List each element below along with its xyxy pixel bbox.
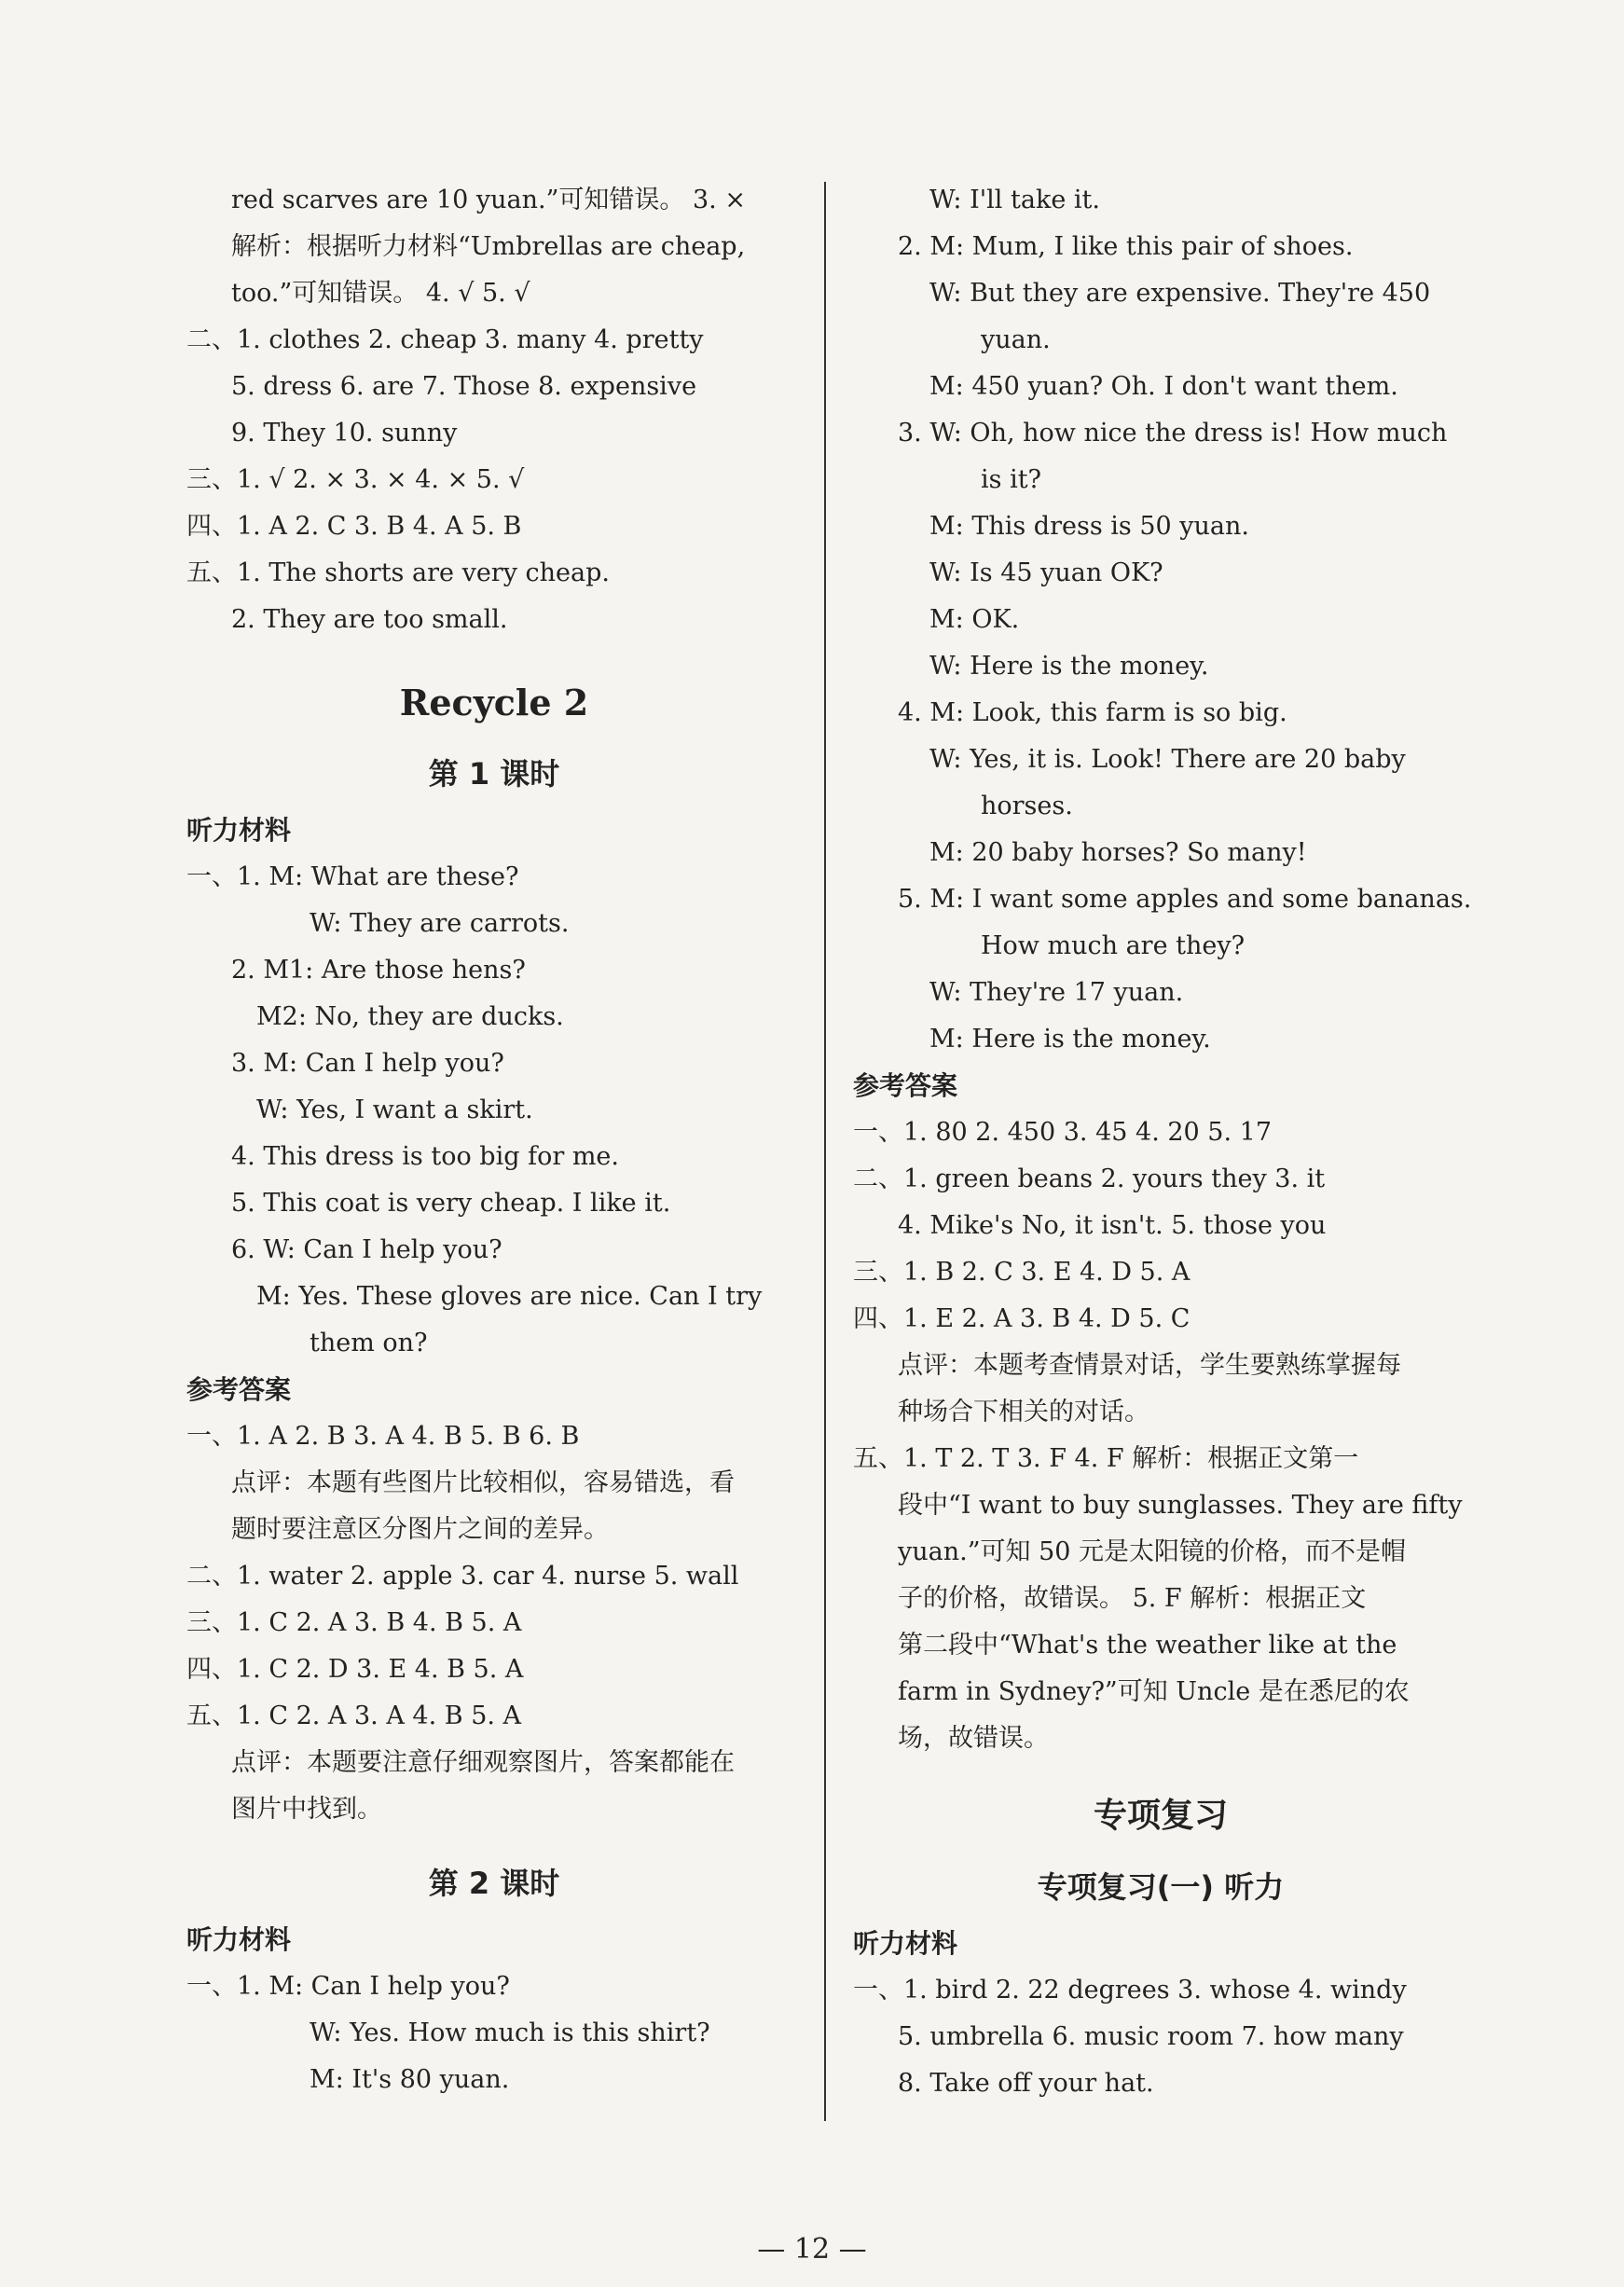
text-line: How much are they? bbox=[981, 931, 1246, 960]
text-line: 一、1. M: What are these? bbox=[186, 862, 519, 891]
text-line: 2. They are too small. bbox=[231, 605, 508, 634]
text-line: 二、1. green beans 2. yours they 3. it bbox=[853, 1164, 1326, 1193]
text-line: 3. W: Oh, how nice the dress is! How much bbox=[898, 419, 1448, 448]
text-line: 3. M: Can I help you? bbox=[231, 1049, 504, 1078]
text-line: 图片中找到。 bbox=[231, 1795, 382, 1824]
text-line: M: 450 yuan? Oh. I don't want them. bbox=[929, 372, 1398, 401]
text-line: 一、1. 80 2. 450 3. 45 4. 20 5. 17 bbox=[853, 1118, 1273, 1147]
text-line: 二、1. water 2. apple 3. car 4. nurse 5. wall bbox=[186, 1562, 739, 1591]
text-line: 五、1. The shorts are very cheap. bbox=[186, 558, 610, 587]
text-line: 第二段中“What's the weather like at the bbox=[898, 1631, 1397, 1660]
page-number: — 12 — bbox=[757, 2233, 867, 2266]
text-line: 一、1. A 2. B 3. A 4. B 5. B 6. B bbox=[186, 1422, 580, 1451]
text-line: is it? bbox=[981, 465, 1042, 494]
text-line: 4. This dress is too big for me. bbox=[231, 1142, 619, 1171]
text-line: 场，故错误。 bbox=[898, 1724, 1049, 1753]
subsection-heading: 听力材料 bbox=[853, 1928, 958, 1959]
text-line: 2. M: Mum, I like this pair of shoes. bbox=[898, 232, 1354, 261]
text-line: W: Here is the money. bbox=[929, 652, 1209, 681]
right-column bbox=[853, 177, 1472, 2107]
text-line: W: Yes, it is. Look! There are 20 baby bbox=[929, 745, 1406, 774]
text-line: 点评：本题有些图片比较相似，容易错选，看 bbox=[231, 1468, 735, 1497]
text-line: 题时要注意区分图片之间的差异。 bbox=[231, 1515, 609, 1544]
left-column bbox=[186, 177, 802, 2103]
text-line: 一、1. M: Can I help you? bbox=[186, 1972, 510, 2001]
section-title: 专项复习 bbox=[1093, 1797, 1228, 1835]
text-line: 二、1. clothes 2. cheap 3. many 4. pretty bbox=[186, 325, 704, 354]
text-line: 2. M1: Are those hens? bbox=[231, 956, 526, 985]
lesson-title: 第 1 课时 bbox=[428, 756, 560, 792]
text-line: W: They're 17 yuan. bbox=[929, 978, 1184, 1007]
text-line: 五、1. C 2. A 3. A 4. B 5. A bbox=[186, 1701, 522, 1730]
text-line: 一、1. bird 2. 22 degrees 3. whose 4. windy bbox=[853, 1976, 1407, 2005]
section-title: Recycle 2 bbox=[399, 682, 589, 723]
text-line: 三、1. √ 2. × 3. × 4. × 5. √ bbox=[186, 465, 525, 494]
text-line: 6. W: Can I help you? bbox=[231, 1235, 502, 1264]
text-line: W: I'll take it. bbox=[929, 186, 1100, 214]
text-line: 五、1. T 2. T 3. F 4. F 解析：根据正文第一 bbox=[853, 1444, 1359, 1473]
lesson-title: 专项复习(一) 听力 bbox=[1037, 1869, 1285, 1905]
text-line: W: But they are expensive. They're 450 bbox=[929, 279, 1431, 308]
text-line: 4. M: Look, this farm is so big. bbox=[898, 698, 1287, 727]
text-line: 点评：本题考查情景对话，学生要熟练掌握每 bbox=[898, 1351, 1401, 1380]
text-line: 子的价格，故错误。 5. F 解析：根据正文 bbox=[898, 1584, 1367, 1613]
text-line: 点评：本题要注意仔细观察图片，答案都能在 bbox=[231, 1748, 735, 1777]
text-line: 四、1. A 2. C 3. B 4. A 5. B bbox=[186, 512, 522, 541]
text-line: yuan.”可知 50 元是太阳镜的价格，而不是帽 bbox=[898, 1537, 1407, 1566]
text-line: 三、1. C 2. A 3. B 4. B 5. A bbox=[186, 1608, 522, 1637]
text-line: 5. dress 6. are 7. Those 8. expensive bbox=[231, 372, 697, 401]
text-line: 5. M: I want some apples and some bananas. bbox=[898, 885, 1472, 914]
text-line: M: This dress is 50 yuan. bbox=[929, 512, 1249, 541]
text-line: 8. Take off your hat. bbox=[898, 2069, 1154, 2098]
text-line: W: Yes. How much is this shirt? bbox=[310, 2018, 710, 2047]
text-line: yuan. bbox=[981, 325, 1051, 354]
subsection-heading: 听力材料 bbox=[186, 1924, 292, 1955]
text-line: W: They are carrots. bbox=[310, 909, 570, 938]
subsection-heading: 参考答案 bbox=[186, 1374, 292, 1405]
text-line: them on? bbox=[310, 1329, 428, 1357]
subsection-heading: 参考答案 bbox=[853, 1070, 958, 1101]
text-line: M2: No, they are ducks. bbox=[256, 1002, 564, 1031]
text-line: M: Yes. These gloves are nice. Can I try bbox=[256, 1282, 763, 1311]
text-line: farm in Sydney?”可知 Uncle 是在悉尼的农 bbox=[898, 1677, 1410, 1706]
column-divider bbox=[824, 182, 826, 2121]
text-line: too.”可知错误。 4. √ 5. √ bbox=[231, 279, 530, 308]
text-line: W: Is 45 yuan OK? bbox=[929, 558, 1163, 587]
text-line: 四、1. C 2. D 3. E 4. B 5. A bbox=[186, 1655, 524, 1684]
text-line: W: Yes, I want a skirt. bbox=[256, 1095, 533, 1124]
text-line: 5. umbrella 6. music room 7. how many bbox=[898, 2022, 1404, 2051]
text-line: 种场合下相关的对话。 bbox=[898, 1398, 1149, 1426]
text-line: M: It's 80 yuan. bbox=[310, 2065, 510, 2094]
text-line: 四、1. E 2. A 3. B 4. D 5. C bbox=[853, 1304, 1190, 1333]
text-line: M: Here is the money. bbox=[929, 1025, 1211, 1054]
text-line: 解析：根据听力材料“Umbrellas are cheap, bbox=[231, 232, 746, 261]
text-line: M: 20 baby horses? So many! bbox=[929, 838, 1307, 867]
text-line: red scarves are 10 yuan.”可知错误。 3. × bbox=[231, 186, 746, 214]
subsection-heading: 听力材料 bbox=[186, 815, 292, 846]
lesson-title: 第 2 课时 bbox=[428, 1866, 560, 1901]
text-line: 5. This coat is very cheap. I like it. bbox=[231, 1189, 671, 1218]
text-line: 段中“I want to buy sunglasses. They are fifty bbox=[898, 1491, 1463, 1520]
text-line: 4. Mike's No, it isn't. 5. those you bbox=[898, 1211, 1327, 1240]
text-line: M: OK. bbox=[929, 605, 1020, 634]
text-line: horses. bbox=[981, 792, 1073, 820]
text-line: 9. They 10. sunny bbox=[231, 419, 458, 448]
text-line: 三、1. B 2. C 3. E 4. D 5. A bbox=[853, 1258, 1190, 1287]
